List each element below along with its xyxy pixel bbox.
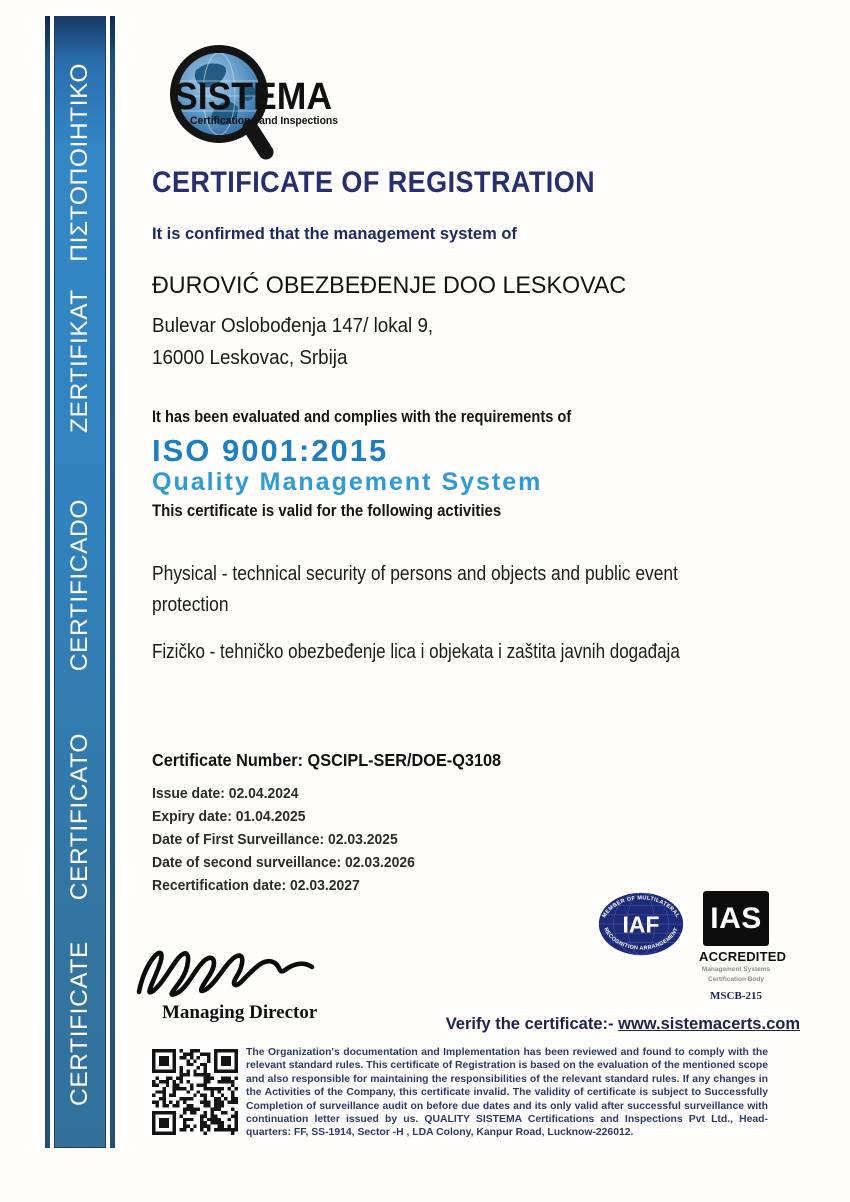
scope-serbian: Fizičko - tehničko obezbeđenje lica i objekata i zaštita javnih događaja — [152, 640, 680, 663]
issue-date: Issue date: 02.04.2024 — [152, 785, 299, 802]
ias-accreditation-mark — [699, 891, 787, 1002]
ias-subtext-2: Certification Body — [708, 976, 764, 983]
standard-name: Quality Management System — [152, 468, 543, 496]
footer-disclaimer: The Organization's documentation and Implementation has been reviewed and found to comply with the relevant standard rules. This certificate of Registration is based on the evaluation of the mentioned scope and also responsible for maintaining the responsibilities of the relevant standard rules. If any changes in the Activities of the Company, this certificate invalid. The validity of certificate is subject to Successfully Completion of surveillance audit on before due dates and its only valid after successful surveillance with continuation letter issued by us. QUALITY SISTEMA Certifications and Inspections Pvt Ltd., Head-quarters: FF, SS-1914, Sector -H , LDA Colony, Kanpur Road, Lucknow-226012. — [246, 1047, 768, 1139]
certificate-details — [152, 750, 501, 897]
iaf-accreditation-mark — [597, 890, 685, 958]
signatory-title: Managing Director — [162, 1002, 318, 1023]
logo-brand-text: SISTEMA — [174, 76, 332, 118]
ias-subtext-1: Management Systems — [701, 966, 771, 973]
confirmation-line: It is confirmed that the management system of — [152, 225, 517, 243]
verify-label: Verify the certificate:- — [445, 1015, 619, 1033]
qr-code-icon — [152, 1049, 238, 1135]
standard-code: ISO 9001:2015 — [152, 433, 389, 468]
magnifier-globe-icon — [150, 36, 350, 161]
iaf-arc-top-text: MEMBER OF MULTILATERAL — [601, 895, 681, 920]
scope-intro-line: This certificate is valid for the following activities — [152, 501, 502, 520]
second-surveillance-date: Date of second surveillance: 02.03.2026 — [152, 854, 415, 871]
ribbon-word-german: ZERTIFIKAT — [66, 289, 93, 433]
ribbon-word-italian: CERTIFICATO — [66, 733, 93, 901]
ribbon-word-spanish: CERTIFICADO — [66, 499, 93, 672]
organization-address-line1: Bulevar Oslobođenja 147/ lokal 9, — [152, 315, 434, 337]
sistema-logo — [150, 36, 350, 161]
ias-logo-icon — [703, 891, 769, 946]
first-surveillance-date: Date of First Surveillance: 02.03.2025 — [152, 831, 398, 848]
iaf-label: IAF — [622, 911, 660, 938]
ribbon-word-greek: ΠΙΣΤΟΠΟΙΗΤΙΚΟ — [66, 63, 93, 262]
ribbon-bar — [54, 16, 106, 1148]
ribbon-word-english: CERTIFICATE — [66, 941, 93, 1106]
standard-intro-line: It has been evaluated and complies with the requirements of — [152, 407, 572, 426]
organization-name: ĐUROVIĆ OBEZBEĐENJE DOO LESKOVAC — [152, 272, 627, 299]
iaf-globe-icon — [597, 890, 685, 958]
ias-accredited-text: ACCREDITED — [699, 949, 787, 964]
verify-url-link[interactable]: www.sistemacerts.com — [618, 1015, 800, 1033]
ias-label: IAS — [710, 901, 762, 935]
qr-code — [152, 1049, 238, 1135]
signature — [126, 930, 326, 1010]
recertification-date: Recertification date: 02.03.2027 — [152, 877, 360, 894]
logo-tagline-text: Certifications and Inspections — [190, 115, 338, 127]
expiry-date: Expiry date: 01.04.2025 — [152, 808, 306, 825]
ribbon-stripe-left — [45, 16, 50, 1148]
ias-code: MSCB-215 — [710, 990, 762, 1002]
certificate-number: Certificate Number: QSCIPL-SER/DOE-Q3108 — [152, 750, 502, 770]
certificate-ribbon — [45, 16, 115, 1148]
verify-line — [446, 1015, 800, 1034]
signature-icon — [126, 930, 326, 1010]
organization-address-line2: 16000 Leskovac, Srbija — [152, 347, 348, 369]
ribbon-stripe-right — [110, 16, 115, 1148]
page-title: CERTIFICATE OF REGISTRATION — [152, 166, 596, 199]
iaf-arc-bottom-text: RECOGNITION ARRANGEMENT — [602, 926, 680, 952]
scope-english: Physical - technical security of persons and objects and public event protection — [152, 562, 678, 617]
